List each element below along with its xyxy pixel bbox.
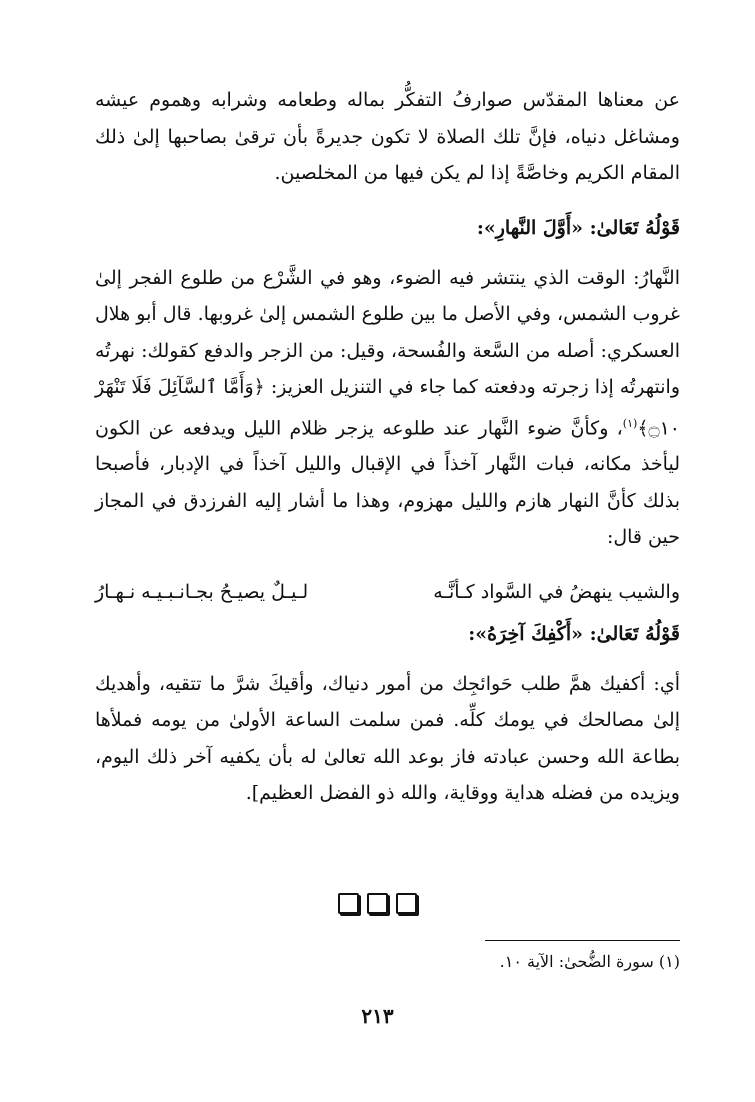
square-ornament-icon — [367, 893, 388, 914]
verse-first-hemistich: والشيب ينهضُ في السَّواد كـأنَّـه — [433, 580, 680, 603]
poetry-verse — [95, 574, 680, 610]
section-heading-suffice-end: قَوْلُهُ تَعَالىٰ: «أَكْفِكَ آخِرَهُ»: — [468, 622, 680, 645]
paragraph-nahar-part1: النَّهارُ: الوقت الذي ينتشر فيه الضوء، وهو في الشَّرْع من طلوع الفجر إلىٰ غروب الشمس، وفي الأصل ما بين طلوع الشمس إلىٰ غروبها. قال أبو هلال العسكري: أصله من السَّعة والفُسحة، وقيل: من الزجر والدفع كقولك: نهرتُه وانتهرتُه إذا زجرته ودفعته كما جاء في التنزيل العزيز: ﴿وَأَمَّا ٱلسَّآئِلَ فَلَا تَنْهَرْ ۝١٠﴾ — [95, 266, 680, 439]
paragraph-explanation: أي: أكفيك همَّ طلب حَوائجِك من أمور دنياك، وأقيكَ شرَّ ما تتقيه، وأهديك إلىٰ مصالحك في يومك كلِّه. فمن سلمت الساعة الأولىٰ من يومه فملأها بطاعة الله وحسن عبادته فاز بوعد الله تعالىٰ له بأن يكفيه آخر ذلك اليوم، ويزيده من فضله هداية ووقاية، والله ذو الفضل العظيم]. — [95, 672, 680, 805]
section-separator-ornament — [0, 893, 755, 914]
paragraph-intro: عن معناها المقدّس صوارفُ التفكُّر بماله وطعامه وشرابه وهموم عيشه ومشاغل دنياه، فإنَّ تلك الصلاة لا تكون جديرةً بأن ترقىٰ بصاحبها إلىٰ ذلك المقام الكريم وخاصَّةً إذا لم يكن فيها من المخلصين. — [95, 89, 680, 184]
verse-second-hemistich: لـيـلٌ يصيـحُ بجـانـبـيـه نـهـارُ — [95, 580, 309, 603]
square-ornament-icon — [396, 893, 417, 914]
paragraph-nahar — [95, 260, 680, 556]
page-body — [95, 82, 680, 830]
footnote-text: (١) سورة الضُّحىٰ: الآية ١٠. — [499, 952, 680, 971]
footnote-ref[interactable]: (١) — [622, 416, 638, 430]
page-number: ٢١٣ — [361, 1004, 394, 1028]
square-ornament-icon — [338, 893, 359, 914]
section-heading-first-of-day: قَوْلُهُ تَعَالىٰ: «أَوَّلَ النَّهارِ»: — [476, 216, 680, 239]
paragraph-nahar-part2: ، وكأنَّ ضوء النَّهار عند طلوعه يزجر ظلام الليل ويدفعه عن الكون ليأخذ مكانه، فبات النَّهار آخذاً في الإقبال والليل آخذاً في الإدبار، فأصبحا بذلك كأنَّ النهار هازم والليل مهزوم، وهذا ما أشار إليه الفرزدق في المجاز حين قال: — [95, 416, 680, 549]
footnote-divider — [485, 940, 680, 941]
